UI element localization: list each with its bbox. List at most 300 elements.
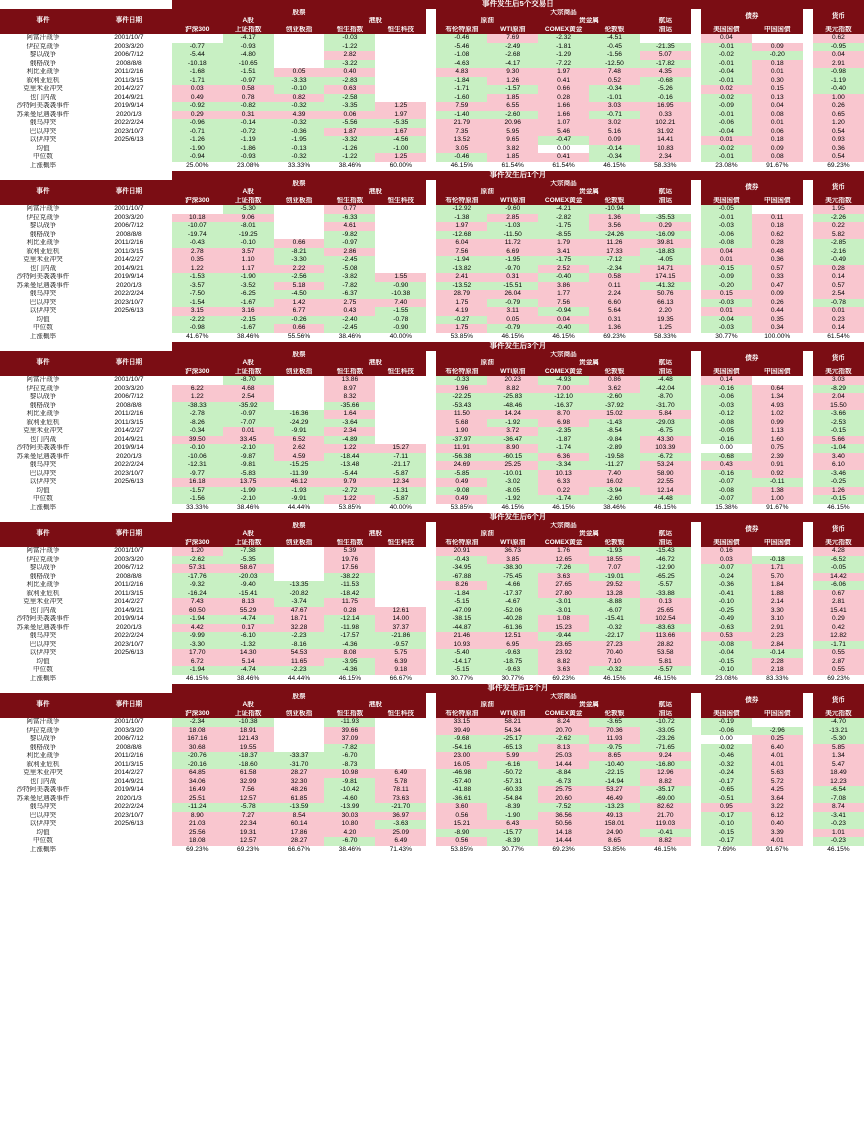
column-gap (691, 461, 701, 470)
column-gap (691, 51, 701, 60)
value-cell: -3.82 (324, 273, 375, 282)
table-row (0, 102, 864, 111)
table-row (0, 385, 864, 394)
value-cell: 10.98 (324, 769, 375, 778)
value-cell: -2.10 (223, 495, 274, 504)
value-cell: -13.52 (436, 282, 487, 291)
column-gap (426, 290, 436, 299)
value-cell: -3.64 (324, 419, 375, 428)
value-cell (375, 556, 426, 565)
value-cell: 70.36 (589, 727, 640, 736)
value-cell: -0.93 (223, 153, 274, 162)
event-date (86, 145, 172, 154)
value-cell: 4.28 (813, 547, 864, 556)
column-gap (803, 649, 813, 658)
value-cell (274, 214, 325, 223)
column-header: COMEX黄金 (538, 197, 589, 206)
column-gap (426, 385, 436, 394)
value-cell: 0.26 (752, 299, 803, 308)
value-cell: -0.16 (701, 385, 752, 394)
value-cell: 0.77 (324, 205, 375, 214)
value-cell: -11.98 (324, 624, 375, 633)
value-cell: 0.56 (436, 812, 487, 821)
event-date: 2020/1/3 (116, 794, 142, 802)
value-cell: 8.24 (538, 718, 589, 727)
value-cell: 55.56% (287, 332, 311, 340)
event-name: 克里米亚冲突 (23, 427, 63, 434)
column-gap (803, 522, 813, 548)
value-cell: -0.32 (274, 102, 325, 111)
value-cell: 1.87 (324, 128, 375, 137)
value-cell: 0.03 (701, 556, 752, 565)
column-gap (803, 590, 813, 599)
column-gap (803, 214, 813, 223)
column-gap (803, 9, 813, 35)
table-row (0, 273, 864, 282)
column-header: 布伦特原油 (436, 539, 487, 548)
value-cell: 6.98 (538, 419, 589, 428)
value-cell: -1.90 (172, 145, 223, 154)
value-cell: -57.31 (487, 778, 538, 787)
value-cell: -0.05 (701, 205, 752, 214)
block-title: 事件发生后3个月 (172, 342, 864, 351)
value-cell: -54.84 (487, 795, 538, 804)
table-row (0, 256, 864, 265)
event-date (86, 153, 172, 162)
column-gap (691, 351, 701, 377)
value-cell: 1.20 (813, 119, 864, 128)
column-gap (691, 136, 701, 145)
event-name: 俄格战争 (29, 572, 57, 580)
value-cell: -3.65 (589, 718, 640, 727)
value-cell: 60.50 (172, 607, 223, 616)
table-row (0, 581, 864, 590)
value-cell: -10.07 (172, 222, 223, 231)
event-date: 2011/3/15 (114, 76, 144, 84)
subgroup-header: 港股 (324, 188, 426, 197)
value-cell: -4.05 (640, 256, 691, 265)
stat-row (0, 504, 864, 513)
value-cell: 9.65 (487, 136, 538, 145)
table-block (0, 342, 864, 512)
value-cell: -3.22 (324, 60, 375, 69)
stat-row (0, 837, 864, 846)
value-cell: 38.46% (236, 332, 260, 340)
value-cell: -8.84 (538, 769, 589, 778)
value-cell: 0.53 (701, 632, 752, 641)
value-cell: 0.01 (701, 307, 752, 316)
value-cell (375, 735, 426, 744)
value-cell: 0.64 (752, 385, 803, 394)
column-gap (426, 829, 436, 838)
value-cell: -15.41 (223, 590, 274, 599)
event-date: 2014/9/21 (114, 93, 144, 101)
value-cell (274, 385, 325, 394)
value-cell (375, 256, 426, 265)
column-gap (803, 666, 813, 675)
event-date (86, 846, 172, 855)
event-date: 2001/10/7 (114, 205, 144, 212)
value-cell: -21.35 (640, 43, 691, 52)
value-cell: -5.35 (375, 119, 426, 128)
event-date: 2011/3/15 (114, 418, 144, 426)
column-gap (426, 675, 436, 684)
column-header: 恒生指数 (324, 539, 375, 548)
stat-row (0, 658, 864, 667)
column-gap (426, 727, 436, 736)
value-cell: -24.29 (274, 419, 325, 428)
group-header: 大宗商品 (436, 351, 690, 360)
value-cell: -1.75 (538, 256, 589, 265)
column-gap (803, 119, 813, 128)
value-cell: -12.14 (324, 615, 375, 624)
value-cell: 1.95 (813, 205, 864, 214)
value-cell: -0.90 (375, 324, 426, 333)
value-cell: -12.31 (172, 461, 223, 470)
value-cell: 1.01 (813, 829, 864, 838)
table-row (0, 290, 864, 299)
event-name: 中位数 (33, 495, 53, 502)
value-cell: 6.52 (274, 436, 325, 445)
value-cell: -5.57 (640, 666, 691, 675)
value-cell: -1.32 (223, 641, 274, 650)
value-cell: -0.18 (752, 556, 803, 565)
value-cell: -9.63 (487, 666, 538, 675)
value-cell: 19.31 (223, 829, 274, 838)
value-cell: 8.82 (538, 658, 589, 667)
column-gap (691, 846, 701, 855)
value-cell: -4.48 (640, 376, 691, 385)
event-name: 克里米亚冲突 (23, 598, 63, 605)
data-table (0, 0, 864, 170)
value-cell: 2.22 (274, 265, 325, 274)
value-cell: 12.51 (487, 632, 538, 641)
value-cell: 5.16 (589, 128, 640, 137)
column-gap (803, 573, 813, 582)
value-cell: 5.95 (487, 128, 538, 137)
value-cell: -8.55 (538, 231, 589, 240)
column-gap (426, 128, 436, 137)
value-cell: 1.36 (589, 324, 640, 333)
column-gap (803, 77, 813, 86)
value-cell: 41.67% (186, 332, 209, 340)
value-cell: -11.27 (589, 461, 640, 470)
subgroup-header: 贵金属 (538, 17, 640, 26)
event-date: 2011/3/15 (114, 247, 144, 255)
column-gap (691, 402, 701, 411)
value-cell: -2.56 (274, 273, 325, 282)
value-cell: -0.32 (274, 153, 325, 162)
event-date: 2008/8/8 (116, 743, 142, 751)
event-name: 阿富汗战争 (26, 205, 60, 212)
column-header: 伦敦银 (589, 197, 640, 206)
table-row (0, 812, 864, 821)
value-cell: -5.87 (375, 495, 426, 504)
column-gap (803, 436, 813, 445)
data-table (0, 171, 864, 341)
value-cell: -13.21 (813, 727, 864, 736)
event-date: 2019/9/14 (114, 102, 144, 109)
column-gap (803, 641, 813, 650)
value-cell: 8.26 (436, 581, 487, 590)
event-name: 上涨概率 (29, 674, 57, 682)
value-cell: 55.29 (223, 607, 274, 616)
column-gap (691, 222, 701, 231)
event-date: 2025/6/13 (114, 820, 144, 827)
event-date: 2014/2/27 (114, 427, 144, 434)
value-cell: -0.01 (701, 43, 752, 52)
value-cell: -0.16 (640, 94, 691, 103)
column-gap (803, 786, 813, 795)
value-cell: -6.73 (538, 778, 589, 787)
value-cell: -6.70 (324, 752, 375, 761)
column-gap (691, 85, 701, 94)
value-cell: -8.70 (640, 393, 691, 402)
value-cell: -0.68 (640, 77, 691, 86)
value-cell: 19.55 (223, 744, 274, 753)
table-row (0, 402, 864, 411)
value-cell: -17.82 (640, 60, 691, 69)
column-gap (691, 410, 701, 419)
value-cell: -0.65 (701, 786, 752, 795)
value-cell: 15.02 (589, 410, 640, 419)
value-cell: 10.18 (172, 214, 223, 223)
value-cell: 6.22 (172, 385, 223, 394)
value-cell: -10.01 (487, 470, 538, 479)
value-cell: -2.34 (589, 265, 640, 274)
value-cell: -0.17 (701, 837, 752, 846)
value-cell: -15.43 (640, 547, 691, 556)
value-cell: -4.63 (436, 60, 487, 69)
value-cell: -16.80 (640, 761, 691, 770)
value-cell: 10.13 (538, 470, 589, 479)
column-gap (803, 239, 813, 248)
column-gap (426, 9, 436, 35)
table-row (0, 470, 864, 479)
column-gap (426, 641, 436, 650)
event-name: 利比亚战争 (26, 581, 60, 588)
value-cell: -1.19 (813, 77, 864, 86)
column-header: WTI原油 (487, 539, 538, 548)
value-cell: 0.29 (813, 615, 864, 624)
value-cell: -0.24 (701, 769, 752, 778)
column-header: 恒生科技 (375, 368, 426, 377)
column-header: 创业板指 (274, 197, 325, 206)
column-gap (691, 795, 701, 804)
value-cell: 9.30 (487, 68, 538, 77)
column-gap (426, 145, 436, 154)
value-cell: 38.46% (236, 503, 260, 511)
value-cell: -35.66 (324, 402, 375, 411)
event-name: 克里米亚冲突 (23, 256, 63, 263)
column-gap (691, 632, 701, 641)
value-cell: -69.00 (640, 795, 691, 804)
value-cell: -0.96 (172, 119, 223, 128)
value-cell: -0.79 (487, 324, 538, 333)
value-cell: -1.94 (436, 256, 487, 265)
value-cell: -0.77 (172, 43, 223, 52)
value-cell: -7.11 (375, 453, 426, 462)
value-cell: 1.97 (436, 222, 487, 231)
column-gap (803, 795, 813, 804)
value-cell: -6.72 (640, 453, 691, 462)
value-cell: 2.14 (752, 598, 803, 607)
column-header: WTI原油 (487, 197, 538, 206)
column-gap (691, 102, 701, 111)
table-row (0, 607, 864, 616)
column-gap (691, 256, 701, 265)
value-cell: -0.02 (701, 145, 752, 154)
table-row (0, 573, 864, 582)
value-cell: -1.94 (172, 615, 223, 624)
value-cell: 3.86 (538, 282, 589, 291)
value-cell: -10.38 (375, 290, 426, 299)
value-cell: -1.22 (324, 43, 375, 52)
value-cell: -0.01 (701, 111, 752, 120)
value-cell: 12.23 (813, 778, 864, 787)
table-row (0, 803, 864, 812)
value-cell: -7.12 (589, 256, 640, 265)
value-cell: 8.13 (223, 598, 274, 607)
event-date: 2022/2/24 (114, 461, 144, 468)
column-header: 美国国债 (701, 368, 752, 377)
value-cell: -2.58 (324, 94, 375, 103)
date-header: 事件日期 (86, 693, 172, 719)
value-cell: -20.76 (172, 752, 223, 761)
value-cell: 0.14 (701, 376, 752, 385)
value-cell: 36.56 (538, 812, 589, 821)
value-cell: 20.96 (487, 119, 538, 128)
value-cell: 24.90 (589, 829, 640, 838)
column-gap (803, 231, 813, 240)
event-name: 阿富汗战争 (26, 376, 60, 383)
value-cell: 3.62 (589, 385, 640, 394)
value-cell: -16.24 (172, 590, 223, 599)
value-cell: 0.08 (752, 153, 803, 162)
value-cell: 0.22 (538, 487, 589, 496)
value-cell: -57.40 (436, 778, 487, 787)
value-cell: -0.06 (701, 119, 752, 128)
column-gap (691, 522, 701, 548)
value-cell: -2.35 (538, 427, 589, 436)
value-cell: 13.28 (589, 590, 640, 599)
table-row (0, 444, 864, 453)
value-cell: -4.74 (223, 666, 274, 675)
column-gap (803, 60, 813, 69)
value-cell: -1.99 (223, 487, 274, 496)
column-gap (691, 376, 701, 385)
table-row (0, 547, 864, 556)
column-header: 恒生科技 (375, 710, 426, 719)
value-cell (375, 436, 426, 445)
value-cell (274, 744, 325, 753)
event-date: 2022/2/24 (114, 290, 144, 297)
value-cell: 5.72 (752, 778, 803, 787)
event-name: 俄格战争 (29, 230, 57, 238)
value-cell: 46.15% (552, 332, 575, 340)
value-cell (640, 34, 691, 43)
title-spacer (0, 342, 172, 351)
column-gap (803, 307, 813, 316)
value-cell: 16.02 (589, 478, 640, 487)
value-cell: 47.67 (274, 607, 325, 616)
value-cell: -1.01 (589, 94, 640, 103)
event-date (86, 487, 172, 496)
column-header: 美国国债 (701, 539, 752, 548)
column-gap (691, 419, 701, 428)
column-gap (803, 812, 813, 821)
column-gap (691, 547, 701, 556)
value-cell: -60.15 (487, 453, 538, 462)
value-cell: 0.62 (752, 231, 803, 240)
value-cell: 1.85 (487, 153, 538, 162)
value-cell: -35.53 (640, 214, 691, 223)
value-cell: 12.82 (813, 632, 864, 641)
event-date: 2011/2/16 (114, 410, 144, 417)
value-cell: 6.43 (487, 820, 538, 829)
value-cell: 10.93 (436, 641, 487, 650)
value-cell: 53.27 (589, 786, 640, 795)
value-cell: 44.44% (287, 503, 311, 511)
value-cell: -7.38 (223, 547, 274, 556)
column-header: COMEX黄金 (538, 539, 589, 548)
value-cell: 0.05 (487, 316, 538, 325)
subgroup-header: 航运 (640, 359, 691, 368)
value-cell: 2.85 (487, 214, 538, 223)
value-cell: -20.03 (223, 573, 274, 582)
value-cell: -4.70 (813, 718, 864, 727)
value-cell: 8.54 (274, 812, 325, 821)
table-row (0, 393, 864, 402)
column-gap (691, 504, 701, 513)
value-cell: 2.75 (324, 299, 375, 308)
value-cell: 7.40 (375, 299, 426, 308)
value-cell: 2.34 (640, 153, 691, 162)
value-cell: 38.46% (236, 674, 260, 682)
value-cell: -7.82 (324, 282, 375, 291)
value-cell: 58.67 (223, 564, 274, 573)
value-cell: 58.33% (654, 332, 677, 340)
value-cell: -1.54 (172, 299, 223, 308)
column-gap (426, 256, 436, 265)
value-cell: -29.03 (640, 419, 691, 428)
value-cell: -6.06 (813, 581, 864, 590)
value-cell: -1.08 (436, 51, 487, 60)
event-name: 巴以冲突 (29, 127, 57, 135)
subgroup-header: 原油 (436, 359, 538, 368)
column-gap (691, 581, 701, 590)
value-cell: 2.24 (589, 290, 640, 299)
value-cell: 0.15 (701, 290, 752, 299)
value-cell: 8.90 (487, 444, 538, 453)
value-cell: -0.97 (223, 77, 274, 86)
value-cell: 1.22 (172, 393, 223, 402)
column-gap (803, 556, 813, 565)
date-header: 事件日期 (86, 9, 172, 35)
value-cell (274, 393, 325, 402)
value-cell: -1.93 (589, 547, 640, 556)
column-header: 中国国债 (752, 539, 803, 548)
value-cell: -1.04 (813, 444, 864, 453)
value-cell: 18.55 (589, 556, 640, 565)
column-header: 美元指数 (813, 26, 864, 35)
value-cell: 6.69 (487, 248, 538, 257)
group-header: 货币 (813, 693, 864, 710)
value-cell: -19.25 (223, 231, 274, 240)
value-cell: 46.15% (501, 503, 524, 511)
stat-row (0, 153, 864, 162)
table-row (0, 214, 864, 223)
